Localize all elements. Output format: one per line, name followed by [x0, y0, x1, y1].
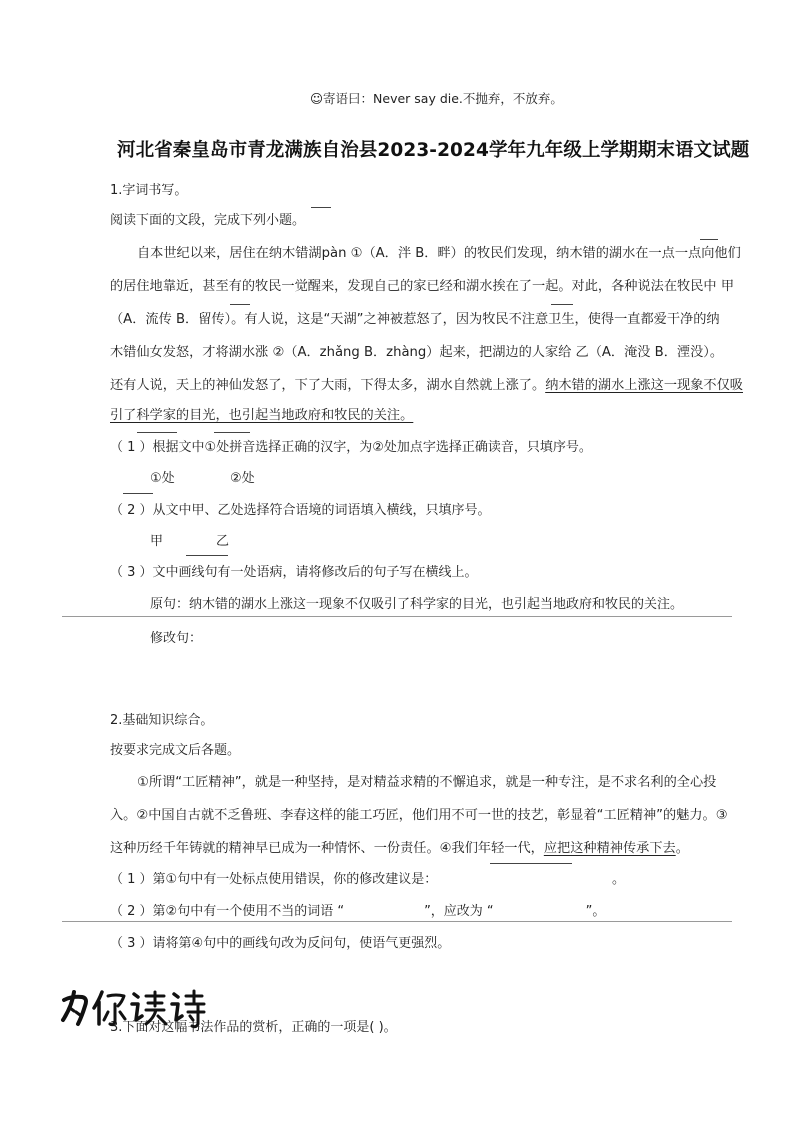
page-title: 河北省秦皇岛市青龙满族自治县2023-2024学年九年级上学期期末语文试题	[117, 140, 750, 161]
q2-sub1-end: 。	[612, 872, 626, 887]
q1-sub2: （ 2 ）从文中甲、乙处选择符合语境的词语填入横线，只填序号。	[110, 503, 491, 518]
decor-mark	[123, 493, 153, 494]
q1-sub1: （ 1 ）根据文中①处拼音选择正确的汉字，为②处加点字选择正确读音，只填序号。	[110, 440, 592, 455]
q1-sub2-label-a: 甲	[150, 534, 164, 549]
q1-passage-line-4: 木错仙女发怒，才将湖水涨 ②（A．zhǎng B．zhàng）起来，把湖边的人家给 乙（A．淹没 B．湮没）。	[110, 345, 724, 360]
q2-sub2-mid: ”，应改为 “	[424, 904, 494, 919]
q2-passage-line-2: 入。②中国自古就不乏鲁班、李春这样的能工巧匠，他们用不可一世的技艺，彰显着“工匠精神”的魅力。③	[110, 808, 728, 823]
q1-original-sentence: 原句：纳木错的湖水上涨这一现象不仅吸引了科学家的目光，也引起当地政府和牧民的关注。	[150, 597, 684, 612]
q1-passage-line-1: 自本世纪以来，居住在纳木错湖pàn ①（A．泮 B．畔）的牧民们发现，纳木错的湖水在一点一点向他们	[137, 246, 741, 261]
section-rule	[62, 921, 732, 922]
q2-sub1: （ 1 ）第①句中有一处标点使用错误，你的修改建议是：	[110, 872, 438, 887]
q1-underlined-sentence-b: 引了科学家的目光，也引起当地政府和牧民的关注。	[110, 408, 414, 423]
q1-revised-label: 修改句：	[150, 631, 203, 646]
q2-sub3: （ 3 ）请将第④句中的画线句改为反问句，使语气更强烈。	[110, 936, 451, 951]
q2-passage-end: 。	[675, 841, 689, 856]
q1-passage-line-2: 的居住地靠近，甚至有的牧民一觉醒来，发现自己的家已经和湖水挨在了一起。对此，各种说法在牧民中 甲	[110, 279, 735, 294]
decor-mark	[700, 239, 718, 240]
calligraphy-artwork	[58, 986, 206, 1030]
q2-sub2-end: ”。	[585, 904, 606, 919]
q1-passage-line-5	[110, 374, 743, 393]
decor-mark	[214, 432, 250, 433]
q2-passage-line-1: ①所谓“工匠精神”，就是一种坚持，是对精益求精的不懈追求，就是一种专注，是不求名利的全心投	[137, 775, 717, 790]
decor-mark	[490, 863, 572, 864]
section-rule	[62, 616, 732, 617]
q2-sub2	[110, 900, 605, 919]
q2-instruction: 按要求完成文后各题。	[110, 743, 241, 758]
motto: ☺寄语曰：Never say die.不抛弃，不放弃。	[310, 91, 563, 106]
q2-underlined-sentence: 应把这种精神传承下去	[543, 841, 676, 856]
q1-sub1-label-a: ①处	[150, 471, 175, 486]
q1-sub2-label-b: 乙	[216, 534, 230, 549]
decor-mark	[137, 432, 177, 433]
q1-sub1-label-b: ②处	[230, 471, 255, 486]
decor-mark	[230, 304, 250, 305]
q2-heading: 2.基础知识综合。	[110, 713, 214, 728]
q3-heading: 3.下面对这幅书法作品的赏析，正确的一项是( )。	[110, 1020, 397, 1035]
q2-passage-line-3-text: 这种历经千年铸就的精神早已成为一种情怀、一份责任。④我们年轻一代，	[110, 841, 544, 856]
decor-mark	[551, 304, 573, 305]
q2-sub2-text: （ 2 ）第②句中有一个使用不当的词语 “	[110, 904, 345, 919]
q1-underlined-sentence-a: 纳木错的湖水上涨这一现象不仅吸	[545, 378, 743, 393]
q1-heading: 1.字词书写。	[110, 183, 188, 198]
q2-passage-line-3	[110, 837, 689, 856]
decor-mark	[186, 555, 228, 556]
decor-mark	[311, 207, 331, 208]
q1-passage-line-5-text: 还有人说，天上的神仙发怒了，下了大雨，下得太多，湖水自然就上涨了。	[110, 378, 546, 393]
q1-passage-line-3: （A．流传 B．留传）。有人说，这是“天湖”之神被惹怒了，因为牧民不注意卫生，使得一直都爱干净的纳	[110, 312, 720, 327]
q1-sub3: （ 3 ）文中画线句有一处语病，请将修改后的句子写在横线上。	[110, 565, 478, 580]
q1-instruction: 阅读下面的文段，完成下列小题。	[110, 213, 306, 228]
